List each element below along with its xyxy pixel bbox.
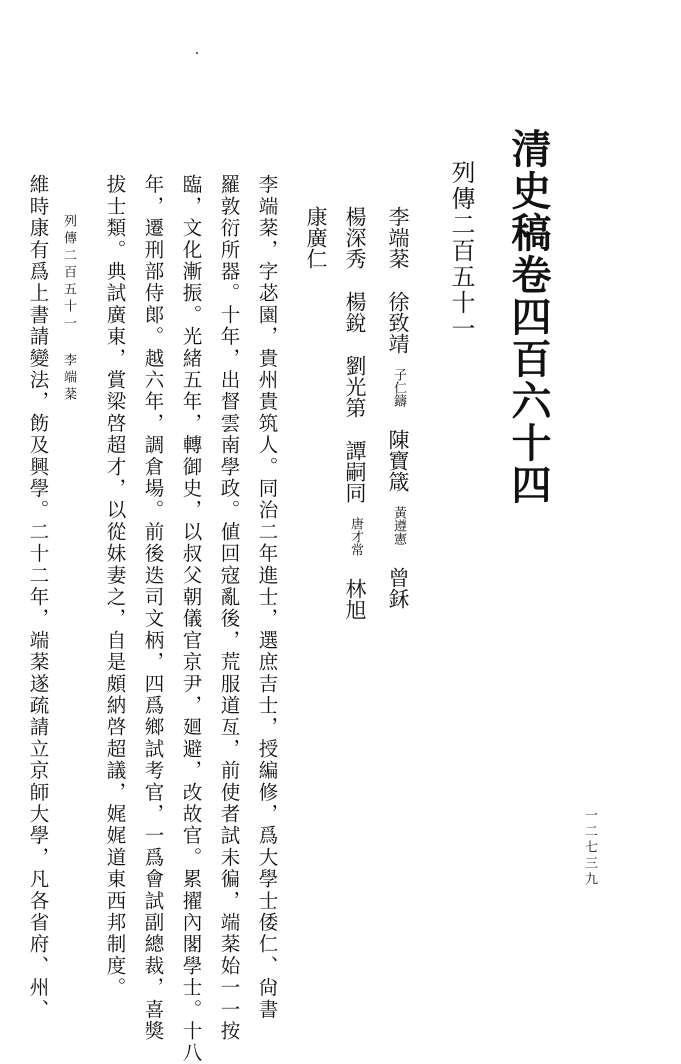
name-entry: 徐致靖 <box>386 291 410 354</box>
biography-names-row-3 <box>305 206 326 269</box>
body-text-line: 維時康有爲上書請變法，飭及興學。二十二年，端棻遂疏請立京師大學，凡各省府、州、 <box>26 174 50 1021</box>
name-entry: 林旭 <box>343 578 367 620</box>
name-entry: 李端棻 <box>386 206 410 269</box>
body-text-line: 李端棻，字苾園，貴州貴筑人。同治二年進士，選庶吉士，授編修，爲大學士倭仁、尙書 <box>255 174 279 1021</box>
body-text-line: 羅敦衍所器。十年，出督雲南學政。値回寇亂後，荒服道亙，前使者試未徧，端棻始一一按 <box>217 174 241 1042</box>
name-entry: 劉光第 <box>343 355 367 418</box>
name-entry: 楊深秀 <box>343 206 367 269</box>
name-entry: 楊銳 <box>343 291 367 333</box>
name-note: 子仁鑄 <box>391 368 406 407</box>
running-head <box>62 214 75 404</box>
body-text-line: 拔士類。典試廣東，賞梁啓超才，以從妹妻之，自是頗納啓超議，娓娓道東西邦制度。 <box>103 174 127 999</box>
name-entry: 曾鉌 <box>386 567 410 609</box>
page-number: 一二七三九 <box>582 808 597 888</box>
running-head-name: 李端棻 <box>61 353 76 404</box>
name-note: 黃遵憲 <box>391 506 406 545</box>
biography-names-row-1 <box>387 206 408 609</box>
biography-names-row-2 <box>344 206 365 620</box>
body-text-line: 年，遷刑部侍郞。越六年，調倉場。前後迭司文柄，四爲鄉試考官，一爲會試副總裁，喜獎 <box>141 174 165 1042</box>
print-speck <box>196 52 198 54</box>
running-head-section: 列傳二百五十一 <box>61 214 76 333</box>
chapter-title: 清史稿卷四百六十四 <box>505 128 552 506</box>
name-entry: 康廣仁 <box>304 206 328 269</box>
name-note: 唐才常 <box>348 517 363 556</box>
body-text-line: 臨，文化漸振。光緒五年，轉御史，以叔父朝儀官京尹，廻避，改故官。累擢內閣學士。十八 <box>179 174 203 1064</box>
chapter-subtitle: 列傳二百五十一 <box>447 160 475 342</box>
name-entry: 陳寶箴 <box>386 429 410 492</box>
name-entry: 譚嗣同 <box>343 440 367 503</box>
